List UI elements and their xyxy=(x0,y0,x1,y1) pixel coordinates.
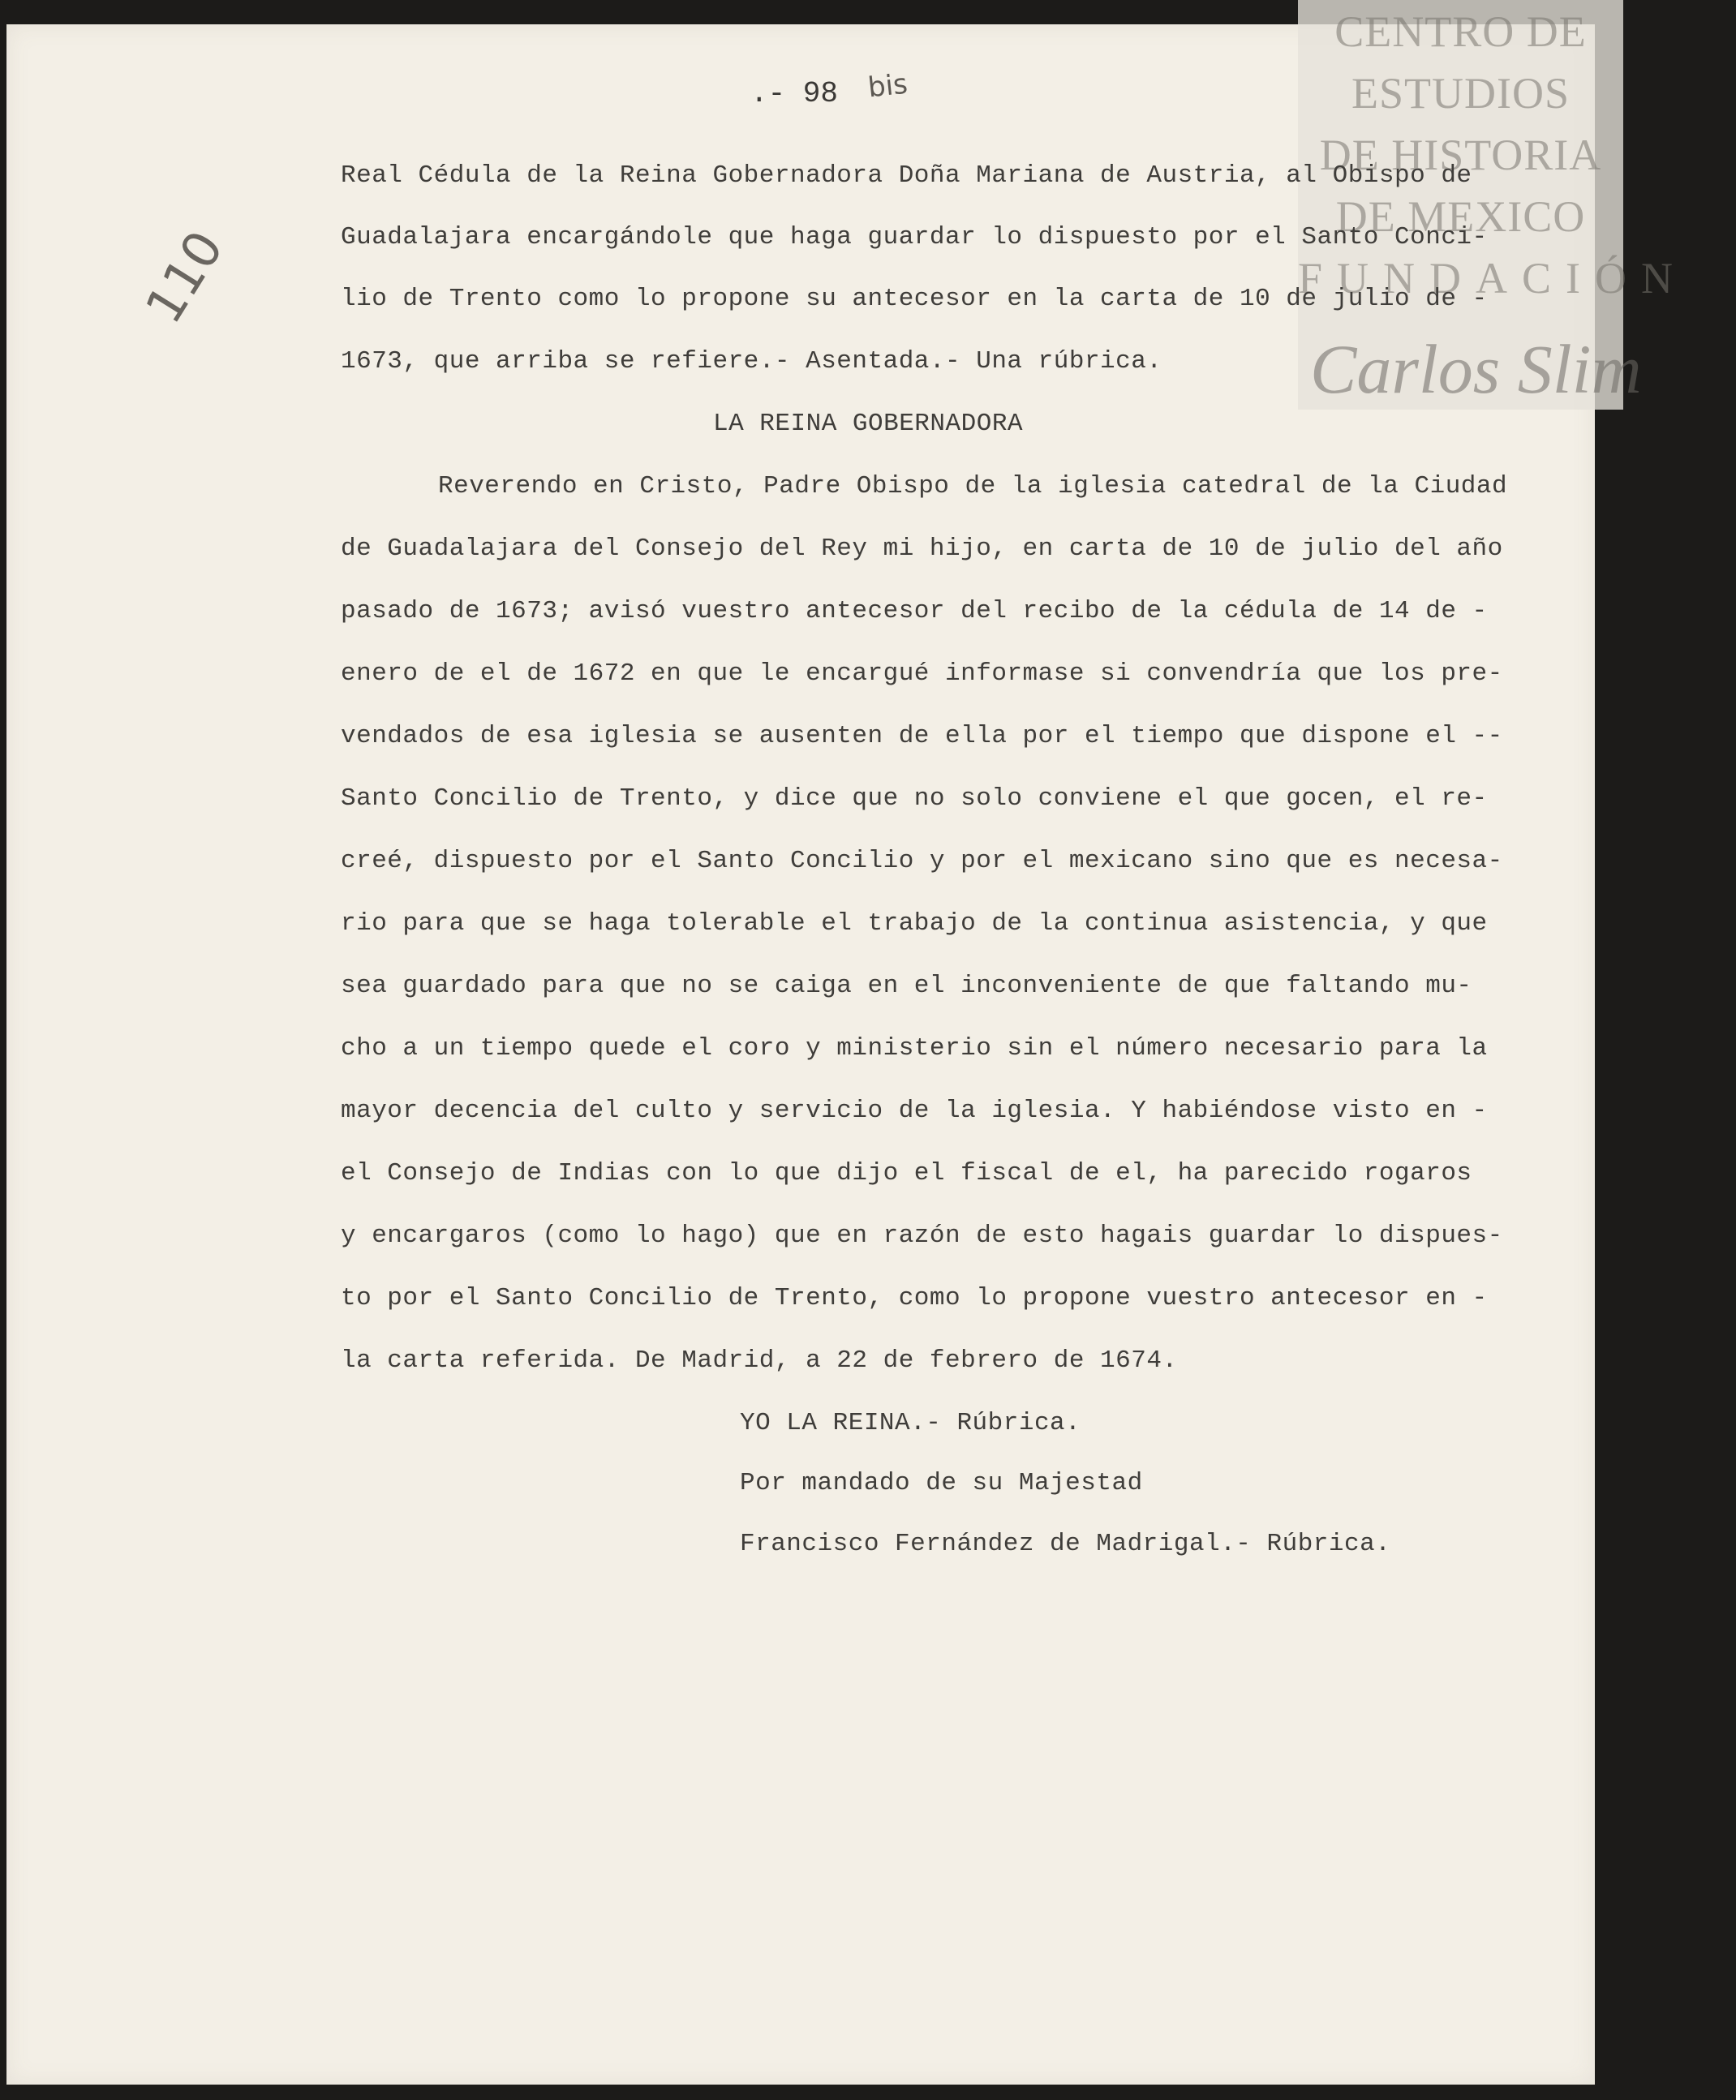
body-line: de Guadalajara del Consejo del Rey mi hijo, en carta de 10 de julio del año xyxy=(341,535,1503,563)
body-line: vendados de esa iglesia se ausenten de ella por el tiempo que dispone el -- xyxy=(341,722,1503,750)
body-line: Santo Concilio de Trento, y dice que no solo conviene el que gocen, el re- xyxy=(341,784,1488,813)
signature-line: Francisco Fernández de Madrigal.- Rúbrica. xyxy=(740,1530,1391,1558)
margin-handwritten-number: 110 xyxy=(133,220,235,334)
watermark-line: ESTUDIOS xyxy=(1351,69,1570,118)
heading-line: lio de Trento como lo propone su antecesor en la carta de 10 de julio de - xyxy=(341,285,1488,313)
body-line: Reverendo en Cristo, Padre Obispo de la iglesia catedral de la Ciudad xyxy=(438,472,1508,500)
signature-line: YO LA REINA.- Rúbrica. xyxy=(740,1409,1081,1437)
document-title: LA REINA GOBERNADORA xyxy=(712,410,1024,438)
body-line: rio para que se haga tolerable el trabajo de la continua asistencia, y que xyxy=(341,909,1488,938)
page-number-suffix: bis xyxy=(866,67,909,105)
body-line: enero de el de 1672 en que le encargué informase si convendría que los pre- xyxy=(341,659,1503,688)
body-line: creé, dispuesto por el Santo Concilio y por el mexicano sino que es necesa- xyxy=(341,847,1503,875)
watermark-line: CENTRO DE xyxy=(1334,7,1587,56)
body-line: mayor decencia del culto y servicio de la iglesia. Y habiéndose visto en - xyxy=(341,1097,1488,1125)
body-line: y encargaros (como lo hago) que en razón de esto hagais guardar lo dispues- xyxy=(341,1222,1503,1250)
body-line: to por el Santo Concilio de Trento, como lo propone vuestro antecesor en - xyxy=(341,1284,1488,1312)
body-line: el Consejo de Indias con lo que dijo el fiscal de el, ha parecido rogaros xyxy=(341,1159,1472,1187)
body-line: cho a un tiempo quede el coro y ministerio sin el número necesario para la xyxy=(341,1034,1488,1063)
page-number: .- 98 xyxy=(750,77,839,110)
watermark-signature: Carlos Slim xyxy=(1310,330,1642,408)
body-line: pasado de 1673; avisó vuestro antecesor del recibo de la cédula de 14 de - xyxy=(341,597,1488,625)
body-line: sea guardado para que no se caiga en el inconveniente de que faltando mu- xyxy=(341,972,1472,1000)
watermark-line: DE HISTORIA xyxy=(1319,131,1602,179)
heading-line: Real Cédula de la Reina Gobernadora Doña Mariana de Austria, al Obispo de xyxy=(341,161,1472,190)
watermark-line: FUNDACIÓN xyxy=(1298,254,1688,303)
body-line: la carta referida. De Madrid, a 22 de febrero de 1674. xyxy=(341,1346,1178,1375)
heading-line: Guadalajara encargándole que haga guardar lo dispuesto por el Santo Conci- xyxy=(341,223,1488,251)
watermark-line: DE MEXICO xyxy=(1335,192,1586,241)
heading-line: 1673, que arriba se refiere.- Asentada.- Una rúbrica. xyxy=(341,347,1162,376)
signature-line: Por mandado de su Majestad xyxy=(740,1469,1143,1497)
